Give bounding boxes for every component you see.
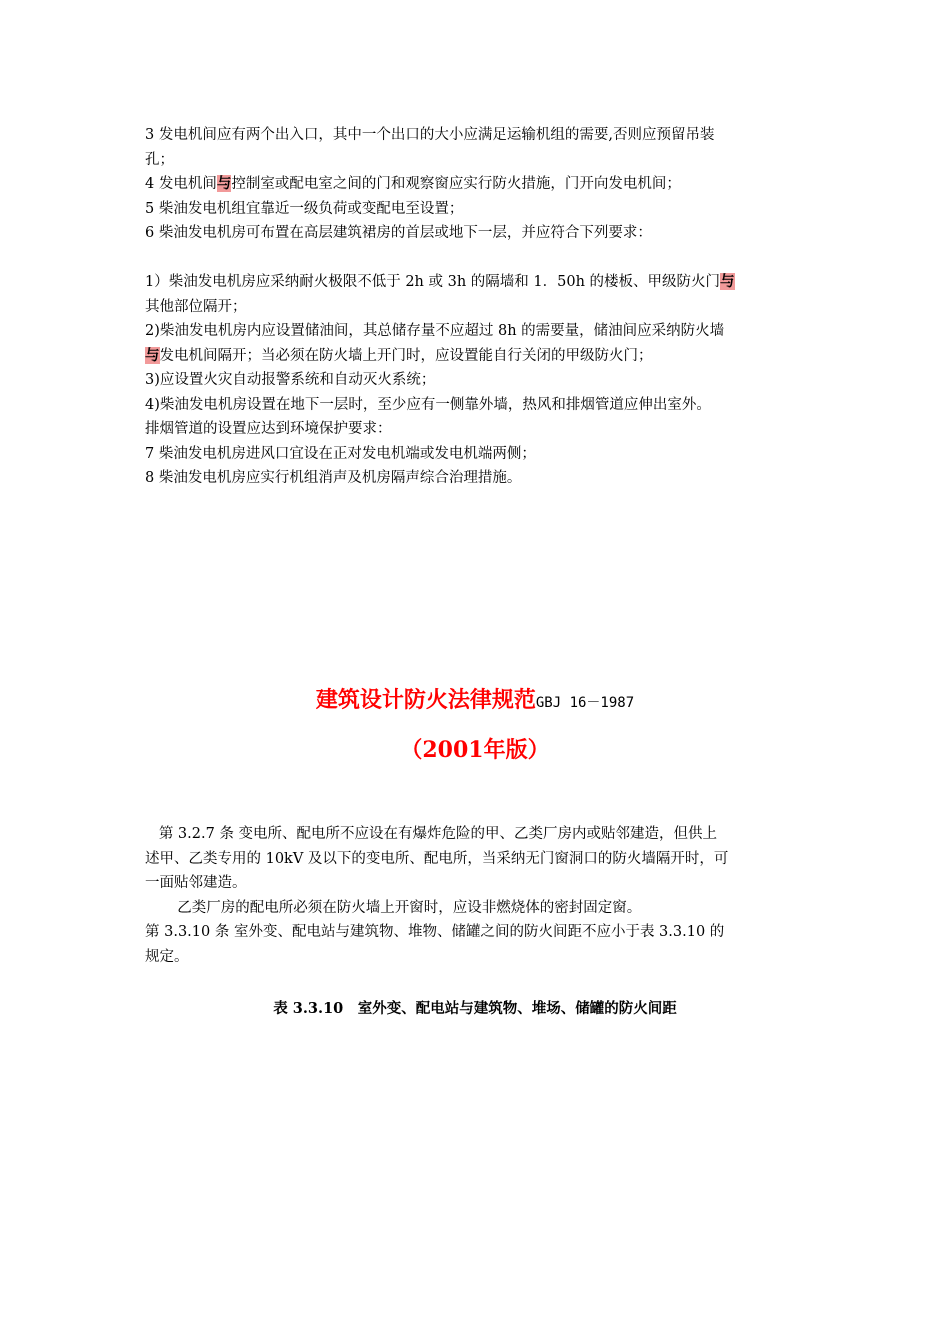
edition-text: （2001年版） [400, 737, 550, 763]
sub-list-item: 3)应设置火灾自动报警系统和自动灭火系统； [145, 372, 436, 388]
highlighted-word: 与 [216, 175, 232, 192]
sub-list-item: 1）柴油发电机房应采纳耐火极限不低于 2h 或 3h 的隔墙和 1．50h 的楼板、甲级防火门与 [145, 273, 735, 290]
list-item: 4 发电机间与控制室或配电室之间的门和观察窗应实行防火措施，门开向发电机间； [145, 175, 681, 192]
list-item: 孔； [145, 151, 174, 168]
clause-line: 一面贴邻建造。 [145, 875, 247, 891]
sub-list-item: 其他部位隔开； [145, 298, 247, 315]
clauses-section [145, 822, 810, 969]
list-item: 6 柴油发电机房可布置在高层建筑裙房的首层或地下一层，并应符合下列要求： [145, 225, 652, 241]
code-title [0, 683, 950, 714]
sub-list-item: 4)柴油发电机房设置在地下一层时，至少应有一侧靠外墙，热风和排烟管道应伸出室外。 [145, 396, 711, 413]
sub-list-item: 7 柴油发电机房进风口宜设在正对发电机端或发电机端两侧； [145, 445, 536, 462]
list-item: 3 发电机间应有两个出入口，其中一个出口的大小应满足运输机组的需要,否则应预留吊装 [145, 127, 715, 143]
table-caption: 表 3.3.10 室外变、配电站与建筑物、堆场、储罐的防火间距 [273, 1000, 677, 1017]
clause-line: 第 3.2.7 条 变电所、配电所不应设在有爆炸危险的甲、乙类厂房内或贴邻建造，但供上 [145, 826, 718, 842]
edition-title [0, 733, 950, 764]
clause-line: 规定。 [145, 948, 189, 965]
code-number: GBJ 16－1987 [535, 695, 635, 711]
sub-list-item: 8 柴油发电机房应实行机组消声及机房隔声综合治理措施。 [145, 470, 522, 486]
sub-list-item: 与发电机间隔开；当必须在防火墙上开门时，应设置能自行关闭的甲级防火门； [145, 346, 653, 364]
title-text: 建筑设计防火法律规范 [315, 687, 536, 713]
highlighted-word: 与 [145, 346, 160, 364]
list-item: 5 柴油发电机组宜靠近一级负荷或变配电至设置； [145, 200, 464, 217]
clause-line: 述甲、乙类专用的 10kV 及以下的变电所、配电所，当采纳无门窗洞口的防火墙隔开时，可 [145, 850, 729, 867]
sub-list-item: 排烟管道的设置应达到环境保护要求： [145, 421, 392, 437]
clause-line: 乙类厂房的配电所必须在防火墙上开窗时，应设非燃烧体的密封固定窗。 [145, 899, 642, 916]
generator-room-requirements [145, 123, 810, 491]
clause-line: 第 3.3.10 条 室外变、配电站与建筑物、堆物、储罐之间的防火间距不应小于表 3.3.10 的 [145, 924, 725, 940]
highlighted-word: 与 [720, 273, 735, 290]
sub-list-item: 2)柴油发电机房内应设置储油间，其总储存量不应超过 8h 的需要量，储油间应采纳防火墙 [145, 323, 725, 339]
